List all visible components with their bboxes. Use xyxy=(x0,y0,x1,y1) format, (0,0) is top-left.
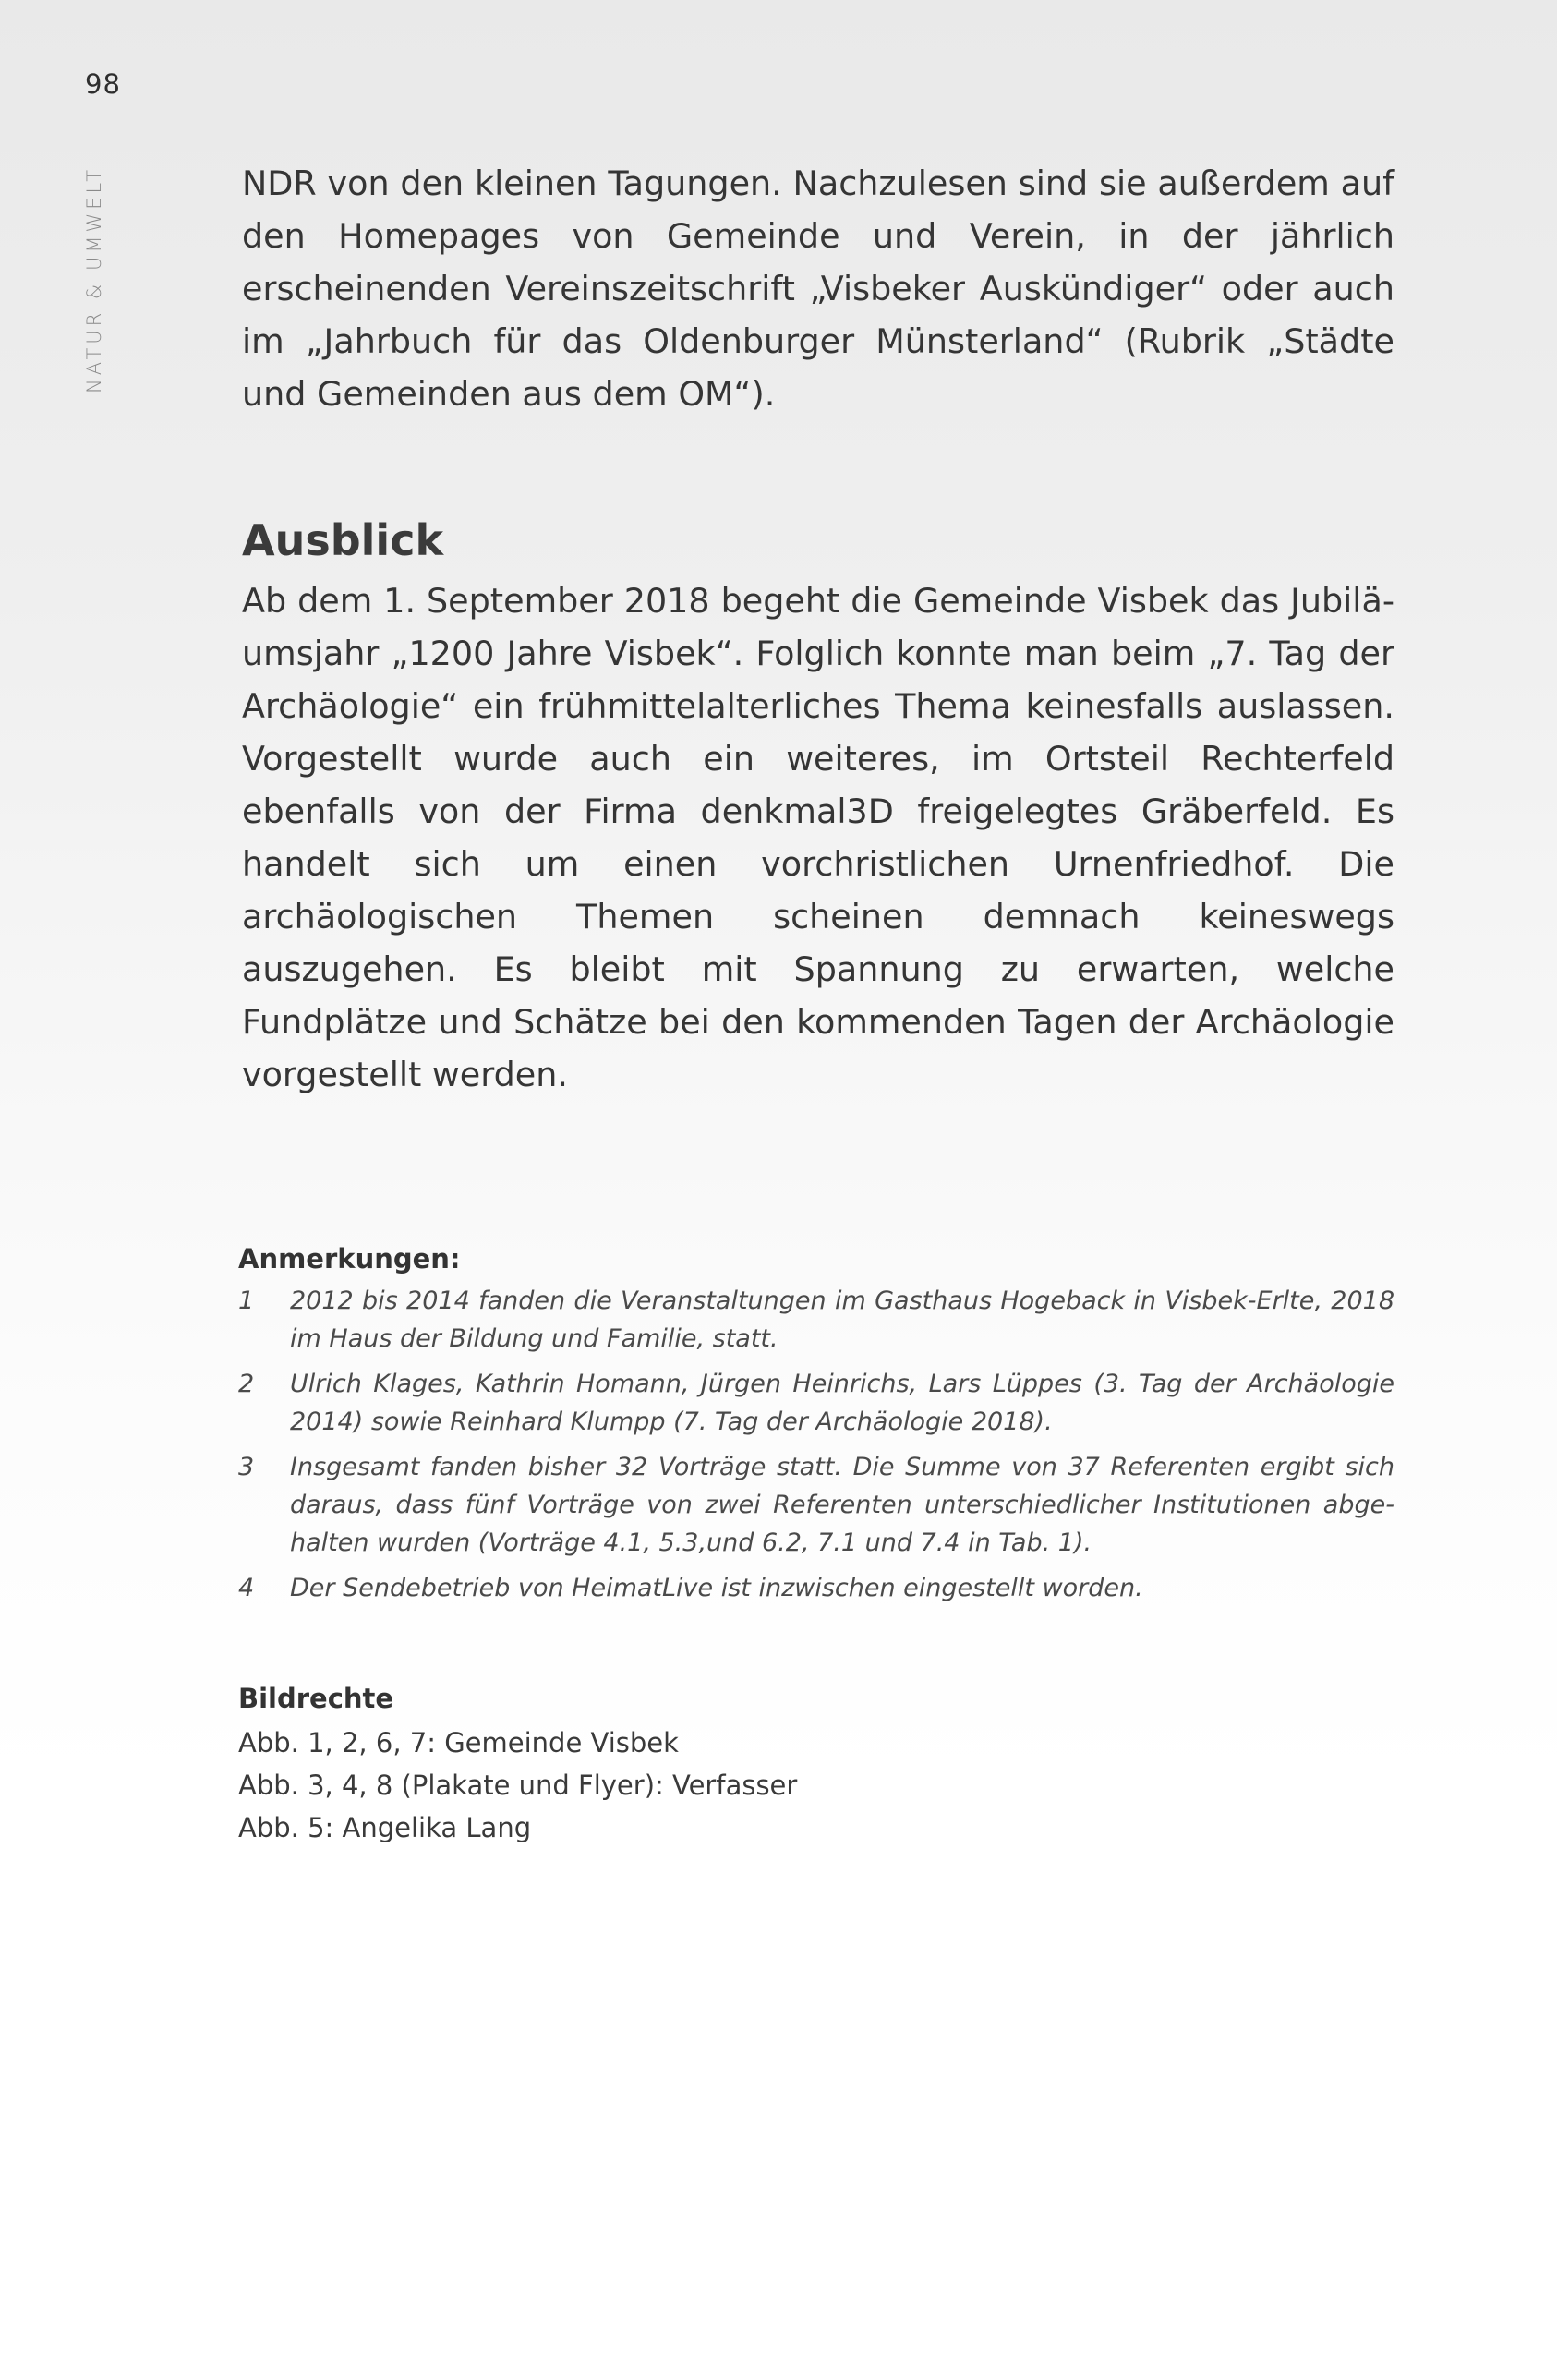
footnote xyxy=(238,1282,1394,1358)
footnote-number: 2 xyxy=(238,1370,255,1398)
footnote xyxy=(238,1365,1394,1441)
footnote-text: 2012 bis 2014 fanden die Veranstaltungen im Gasthaus Hogeback in Visbek-Erlte, 2018 im Haus der Bildung und Familie, statt. xyxy=(290,1287,1394,1353)
page-number: 98 xyxy=(85,68,121,100)
image-rights-list xyxy=(238,1722,797,1849)
notes-heading: Anmerkungen: xyxy=(238,1243,461,1275)
section-heading-ausblick: Ausblick xyxy=(242,515,444,565)
footnote-text: Der Sendebetrieb von HeimatLive ist inzwischen eingestellt worden. xyxy=(290,1574,1143,1602)
footnote xyxy=(238,1569,1394,1607)
footnote-number: 1 xyxy=(238,1287,255,1315)
image-rights-line: Abb. 1, 2, 6, 7: Gemeinde Visbek xyxy=(238,1727,679,1758)
section-label: NATUR & UMWELT xyxy=(83,165,105,393)
footnotes-list xyxy=(238,1282,1394,1614)
outlook-paragraph: Ab dem 1. September 2018 begeht die Gemeinde Visbek das Jubiläumsjahr „1200 Jahre Visbek“. Folglich konnte man beim „7. Tag der Archäologie“ ein frühmittelalterliches Thema keinesfalls auslassen. Vorgestellt wurde auch ein weiteres, im Ortsteil Rechterfeld ebenfalls von der Firma denkmal3D freigelegtes Gräberfeld. Es handelt sich um einen vorchristlichen Urnenfriedhof. Die archäologischen Themen scheinen demnach keineswegs auszugehen. Es bleibt mit Spannung zu erwarten, welche Fundplätze und Schätze bei den kommenden Tagen der Archäologie vorgestellt werden. xyxy=(242,581,1394,1094)
footnote-number: 3 xyxy=(238,1453,255,1481)
footnote-text: Ulrich Klages, Kathrin Homann, Jürgen Heinrichs, Lars Lüppes (3. Tag der Archäologie 2014) sowie Reinhard Klumpp (7. Tag der Archäologie 2018). xyxy=(290,1370,1394,1436)
intro-paragraph: NDR von den kleinen Tagungen. Nachzulesen sind sie außerdem auf den Homepages von Gemeinde und Verein, in der jährlich erscheinenden Vereinszeitschrift „Visbeker Auskündiger“ oder auch im „Jahrbuch für das Oldenburger Münsterland“ (Rubrik „Städte und Gemeinden aus dem OM“). xyxy=(242,163,1394,414)
image-rights-heading: Bildrechte xyxy=(238,1683,394,1714)
footnote-text: Insgesamt fanden bisher 32 Vorträge statt. Die Summe von 37 Referenten ergibt sich daraus, dass fünf Vorträge von zwei Referenten unterschiedlicher Institutionen abgehalten wurden (Vorträge 4.1, 5.3,und 6.2, 7.1 und 7.4 in Tab. 1). xyxy=(290,1453,1394,1557)
image-rights-line: Abb. 3, 4, 8 (Plakate und Flyer): Verfasser xyxy=(238,1770,798,1801)
footnote-number: 4 xyxy=(238,1574,255,1602)
image-rights-line: Abb. 5: Angelika Lang xyxy=(238,1812,532,1843)
footnote xyxy=(238,1448,1394,1562)
